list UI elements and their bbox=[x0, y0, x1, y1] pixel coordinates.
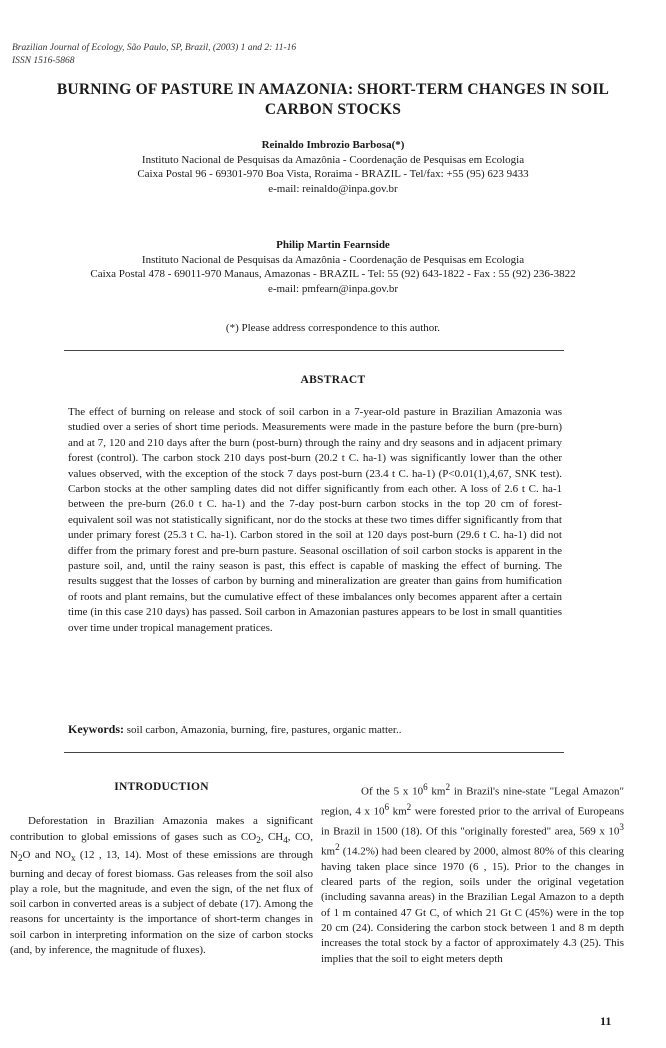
intro-text: km bbox=[321, 845, 336, 858]
keywords-label: Keywords: bbox=[68, 722, 124, 736]
intro-text: , CH bbox=[260, 830, 284, 843]
column-left bbox=[10, 780, 313, 958]
intro-text: km bbox=[389, 805, 407, 818]
journal-line-1: Brazilian Journal of Ecology, São Paulo, SP, Brazil, (2003) 1 and 2: 11-16 bbox=[12, 43, 297, 53]
author-block-1 bbox=[0, 138, 666, 196]
subscript: 2 bbox=[256, 834, 261, 845]
author-block-2 bbox=[0, 238, 666, 296]
journal-citation bbox=[12, 42, 296, 68]
keywords-text: soil carbon, Amazonia, burning, fire, pastures, organic matter.. bbox=[126, 724, 402, 736]
intro-text: (12 , 13, 14). Most of these emissions are through burning and decay of forest biomass. Gas releases from the soil also play a role, but the magnitude, and even the sign, of the net flux of soil carbon in converted areas is a subject of debate (17). Among the reasons for uncertainty is the importance of short-term changes in soil carbon in interpreting information on the size of carbon stocks (and, by inference, the magnitude of fluxes). bbox=[10, 849, 314, 957]
introduction-paragraph-2 bbox=[321, 780, 624, 967]
keywords-line bbox=[68, 722, 562, 737]
column-right bbox=[321, 780, 624, 967]
divider-bottom bbox=[64, 752, 564, 753]
superscript: 2 bbox=[445, 782, 451, 792]
intro-text: km bbox=[427, 785, 446, 798]
subscript: x bbox=[70, 853, 76, 864]
author-name-1: Reinaldo Imbrozio Barbosa(*) bbox=[261, 139, 405, 151]
intro-text: in Brazil's nine-state "Legal Amazon" region, 4 x 10 bbox=[321, 785, 625, 818]
author-name-2: Philip Martin Fearnside bbox=[276, 239, 390, 251]
divider-top bbox=[64, 350, 564, 351]
superscript: 6 bbox=[423, 782, 428, 792]
intro-text: O and NO bbox=[22, 849, 71, 862]
intro-text: (14.2%) had been cleared by 2000, almost 80% of this clearing having taken place since 1970 (6 , 15). Prior to the changes in cleared parts of the region, soils under the original vegetation (including savanna areas) in the Brazilian Legal Amazon to a depth of 1 m contained 47 Gt C, of which 21 Gt C (45%) were in the top 20 cm (24). Considering the carbon stock between 1 and 8 m depth increases the total stock by a factor of approximately 4.3 (25). This implies that the soil to eight meters depth bbox=[321, 845, 624, 965]
intro-text: Of the 5 x 10 bbox=[361, 785, 424, 798]
superscript: 3 bbox=[619, 821, 624, 832]
intro-text: were forested prior to the arrival of Europeans in Brazil in 1500 (18). Of this "originally forested" area, 569 x 10 bbox=[321, 805, 624, 838]
superscript: 6 bbox=[384, 801, 390, 812]
superscript: 2 bbox=[335, 841, 340, 852]
author-email-1[interactable]: e-mail: reinaldo@inpa.gov.br bbox=[268, 182, 398, 195]
title-line-1: BURNING OF PASTURE IN AMAZONIA: SHORT-TERM CHANGES IN SOIL bbox=[56, 81, 610, 98]
intro-text: Deforestation in Brazilian Amazonia makes a significant contribution to global emissions of gases such as CO bbox=[10, 815, 313, 843]
intro-text: , CO, N bbox=[10, 830, 313, 862]
correspondence-note: (*) Please address correspondence to this author. bbox=[225, 322, 441, 334]
introduction-paragraph-1 bbox=[10, 814, 313, 958]
paper-title bbox=[20, 80, 646, 120]
abstract-text: The effect of burning on release and stock of soil carbon in a 7-year-old pasture in Brazilian Amazonia was studied over a series of short time periods. Measurements were made in the pasture before the burn (pre-burn) and at 7, 120 and 210 days after the burn (post-burn) through the rainy and dry seasons and in adjacent primary forest (control). The carbon stock 210 days post-burn (20.2 t C. ha-1) was significantly lower than the other values observed, with the exception of the stock 7 days post-burn (23.4 t C. ha-1) (P<0.01(1),4,67, SNK test). Carbon stocks at the other sampling dates did not differ significantly from each other. A loss of 2.6 t C. ha-1 between the pre-burn (26.0 t C. ha-1) and the 7-day post-burn carbon stocks in the top 20 cm of forest-equivalent soil was not statistically significant, nor do the stocks at these two times differ significantly from that under primary forest (25.3 t C. ha-1). Carbon stored in the soil at 120 days post-burn (29.6 t C. ha-1) did not differ from the primary forest and pre-burn pasture. Seasonal oscillation of soil carbon stocks is apparent in the pasture soil, and, until the rainy season is past, this effect is capable of masking the effect of burning. The results suggest that the losses of carbon by burning and mineralization are greater than gains from humification of roots and plant remains, but the cumulative effect of these imbalances only becomes apparent after a certain time (in this case 210 days) has passed. Soil carbon in Amazonian pastures appears to be lost in small quantities over time under tropical management pratices. bbox=[68, 406, 562, 634]
author-institution-2: Instituto Nacional de Pesquisas da Amazônia - Coordenação de Pesquisas em Ecologia bbox=[141, 253, 525, 266]
superscript: 2 bbox=[406, 801, 412, 812]
author-address-2: Caixa Postal 478 - 69011-970 Manaus, Amazonas - BRAZIL - Tel: 55 (92) 643-1822 - Fax : 55 (92) 236-3822 bbox=[90, 268, 576, 280]
author-email-2[interactable]: e-mail: pmfearn@inpa.gov.br bbox=[267, 282, 399, 295]
subscript: 2 bbox=[17, 853, 23, 864]
page-number: 11 bbox=[600, 1014, 612, 1028]
title-line-2: CARBON STOCKS bbox=[264, 101, 402, 118]
author-institution-1: Instituto Nacional de Pesquisas da Amazônia - Coordenação de Pesquisas em Ecologia bbox=[141, 153, 525, 166]
subscript: 4 bbox=[283, 834, 288, 845]
author-address-1: Caixa Postal 96 - 69301-970 Boa Vista, Roraima - BRAZIL - Tel/fax: +55 (95) 623 9433 bbox=[137, 168, 529, 180]
introduction-heading: INTRODUCTION bbox=[114, 781, 209, 793]
journal-issn: ISSN 1516-5868 bbox=[12, 56, 75, 66]
abstract-heading: ABSTRACT bbox=[300, 374, 366, 386]
